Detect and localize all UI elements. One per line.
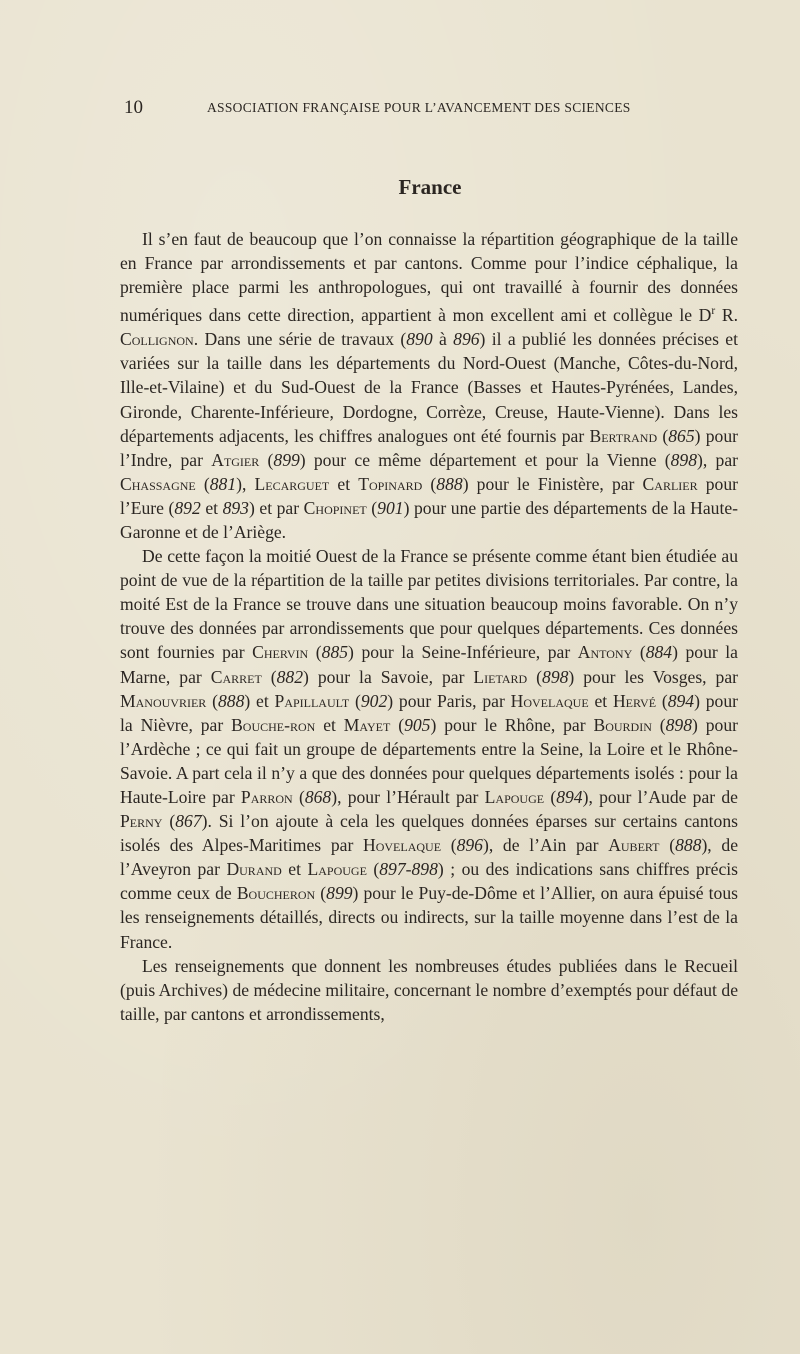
author-name: Bertrand [589, 425, 658, 446]
text-run: ) il a publié les données précises et variées sur la taille dans les départements du Nord-Ouest (Manche, Côtes-du-Nord, Ille-et-Vilaine) et du Sud-Ouest de la France (Basses et Hautes-Pyrénées, Landes, Gironde, Charente-Inférieure, Dordogne, Corrèze, Creuse, Haute-Vienne). Dans les départements adjacents, les chiffres analogues ont été fournis par [120, 329, 738, 446]
text-run: ( [544, 787, 557, 808]
text-run: ( [527, 666, 543, 687]
text-run: ), de l’Aveyron par [120, 835, 739, 880]
text-run: et [315, 714, 344, 735]
bibliography-ref: 888 [436, 473, 463, 494]
page-number: 10 [124, 97, 143, 118]
author-name: Papillault [274, 690, 350, 711]
paragraph [120, 544, 738, 954]
text-run: ( [657, 425, 669, 446]
bibliography-ref: 865 [668, 425, 695, 446]
author-name: Lecarguet [254, 473, 330, 494]
body-text [120, 227, 738, 1026]
text-run: ) pour l’Ardèche ; ce qui fait un groupe de départements entre la Seine, la Loire et le Rhône-Savoie. A part cela il n’y a que des données pour quelques départements isolés : pour la Haute-Loire par [120, 714, 739, 808]
text-run: ( [366, 497, 378, 518]
bibliography-ref: 896 [456, 835, 483, 856]
text-run: ), pour l’Hérault par [331, 787, 485, 808]
superscript: r [711, 305, 716, 318]
bibliography-ref: 893 [222, 497, 249, 518]
text-run: et [200, 497, 223, 518]
bibliography-ref: 902 [360, 690, 388, 711]
bibliography-ref: 892 [174, 497, 201, 518]
bibliography-ref: 897-898 [379, 859, 438, 880]
author-name: Chassagne [120, 473, 196, 494]
text-run: ( [292, 787, 305, 808]
text-run: et [588, 690, 613, 711]
text-run: ( [422, 473, 437, 494]
bibliography-ref: 885 [321, 642, 349, 663]
author-name: Aubert [608, 835, 660, 856]
text-run: ) pour le Finistère, par [462, 473, 643, 494]
author-name: Lapouge [484, 787, 545, 808]
text-run: ( [366, 859, 380, 880]
text-run: ( [659, 835, 676, 856]
text-run: ) pour une partie des départements de la Haute-Garonne et de l’Ariège. [120, 497, 738, 542]
bibliography-ref: 898 [670, 449, 698, 470]
text-run: ( [206, 690, 218, 711]
paragraph [120, 227, 738, 544]
text-run: ), par [697, 449, 738, 470]
text-run: ) pour la Marne, par [120, 642, 738, 687]
bibliography-ref: 899 [326, 883, 353, 904]
text-run: ) et par [248, 497, 304, 518]
text-run: à [432, 329, 454, 350]
bibliography-ref: 867 [175, 811, 202, 832]
bibliography-ref: 890 [406, 329, 433, 350]
author-name: Parron [240, 787, 293, 808]
text-run: ) et [244, 690, 275, 711]
text-run: . Dans une série de travaux ( [193, 329, 407, 350]
author-name: Collignon [120, 329, 194, 350]
author-name: Chopinet [303, 497, 367, 518]
author-name: Boucheron [236, 883, 316, 904]
author-name: Bouche-ron [231, 714, 316, 735]
author-name: Hovelaque [510, 690, 589, 711]
author-name: Atgier [211, 449, 260, 470]
text-run: ( [390, 714, 405, 735]
text-run: ), pour l’Aude par de [582, 787, 738, 808]
text-run: R. [715, 305, 738, 326]
text-run: ( [259, 449, 274, 470]
paragraph [120, 954, 738, 1026]
text-run: et [281, 859, 308, 880]
author-name: Durand [226, 859, 282, 880]
author-name: Lietard [473, 666, 528, 687]
text-run: ( [349, 690, 361, 711]
author-name: Hervé [612, 690, 657, 711]
text-run: ( [261, 666, 277, 687]
text-run: ) pour la Savoie, par [303, 666, 474, 687]
author-name: Manouvrier [120, 690, 207, 711]
bibliography-ref: 894 [556, 787, 583, 808]
text-run: ( [315, 883, 327, 904]
bibliography-ref: 881 [209, 473, 237, 494]
bibliography-ref: 884 [645, 642, 673, 663]
bibliography-ref: 888 [675, 835, 702, 856]
author-name: Carlier [642, 473, 698, 494]
bibliography-ref: 905 [404, 714, 431, 735]
text-run: ( [162, 811, 176, 832]
section-title: France [398, 175, 462, 199]
text-run: ) pour la Nièvre, par [120, 690, 739, 735]
bibliography-ref: 868 [304, 787, 332, 808]
text-run: ) pour la Seine-Inférieure, par [348, 642, 578, 663]
text-run: ). Si l’on ajoute à cela les quelques données éparses sur certains cantons isolés des Alpes-Maritimes par [120, 811, 738, 856]
author-name: Mayet [343, 714, 391, 735]
author-name: Topinard [358, 473, 423, 494]
text-run: ) pour le Puy-de-Dôme et l’Allier, on aura épuisé tous les renseignements détaillés, directs ou indirects, sur la taille moyenne dans l’est de la France. [120, 883, 738, 952]
author-name: Hovelaque [363, 835, 442, 856]
running-title: ASSOCIATION FRANÇAISE POUR L’AVANCEMENT DES SCIENCES [207, 100, 631, 115]
text-run: Il s’en faut de beaucoup que l’on connaisse la répartition géographique de la taille en France par arrondissements et par cantons. Comme pour l’indice céphalique, la première place parmi les anthropologues, qui ont travaillé à fournir des données numériques dans cette direction, appartient à mon excellent ami et collègue le D [120, 229, 738, 326]
bibliography-ref: 896 [453, 329, 480, 350]
text-run: ), de l’Ain par [482, 835, 609, 856]
text-run: ) pour l’Indre, par [120, 425, 738, 470]
bibliography-ref: 894 [667, 690, 695, 711]
bibliography-ref: 898 [542, 666, 569, 687]
text-run: ) pour le Rhône, par [430, 714, 594, 735]
author-name: Lapouge [307, 859, 367, 880]
text-run: ( [195, 473, 210, 494]
text-run: ( [308, 642, 322, 663]
author-name: Chervin [252, 642, 309, 663]
text-run: ), [236, 473, 255, 494]
text-run: et [329, 473, 359, 494]
text-run: Les renseignements que donnent les nombreuses études publiées dans le Recueil (puis Archives) de médecine militaire, concernant le nombre d’exemptés pour défaut de taille, par cantons et arrondissements, [120, 955, 738, 1024]
author-name: Antony [577, 642, 633, 663]
text-run: De cette façon la moitié Ouest de la France se présente comme étant bien étudiée au point de vue de la répartition de la taille par petites divisions territoriales. Par contre, la moité Est de la France se trouve dans une situation beaucoup moins favorable. On n’y trouve des données par arrondissements que pour quelques départements. Ces données sont fournies par [120, 546, 738, 663]
text-run: ) ; ou des indications sans chiffres précis comme ceux de [120, 859, 738, 904]
text-run: pour l’Eure ( [120, 473, 738, 518]
text-run: ( [441, 835, 457, 856]
bibliography-ref: 898 [665, 714, 693, 735]
bibliography-ref: 882 [276, 666, 304, 687]
text-run: ( [656, 690, 668, 711]
text-run: ) pour les Vosges, par [568, 666, 738, 687]
page-header [124, 96, 684, 120]
bibliography-ref: 888 [217, 690, 245, 711]
author-name: Bourdin [593, 714, 652, 735]
text-run: ) pour Paris, par [387, 690, 511, 711]
text-run: ( [651, 714, 666, 735]
author-name: Carret [210, 666, 262, 687]
text-run: ) pour ce même département et pour la Vienne ( [299, 449, 671, 470]
author-name: Perny [120, 811, 163, 832]
bibliography-ref: 899 [273, 449, 300, 470]
text-run: ( [632, 642, 646, 663]
bibliography-ref: 901 [377, 497, 404, 518]
